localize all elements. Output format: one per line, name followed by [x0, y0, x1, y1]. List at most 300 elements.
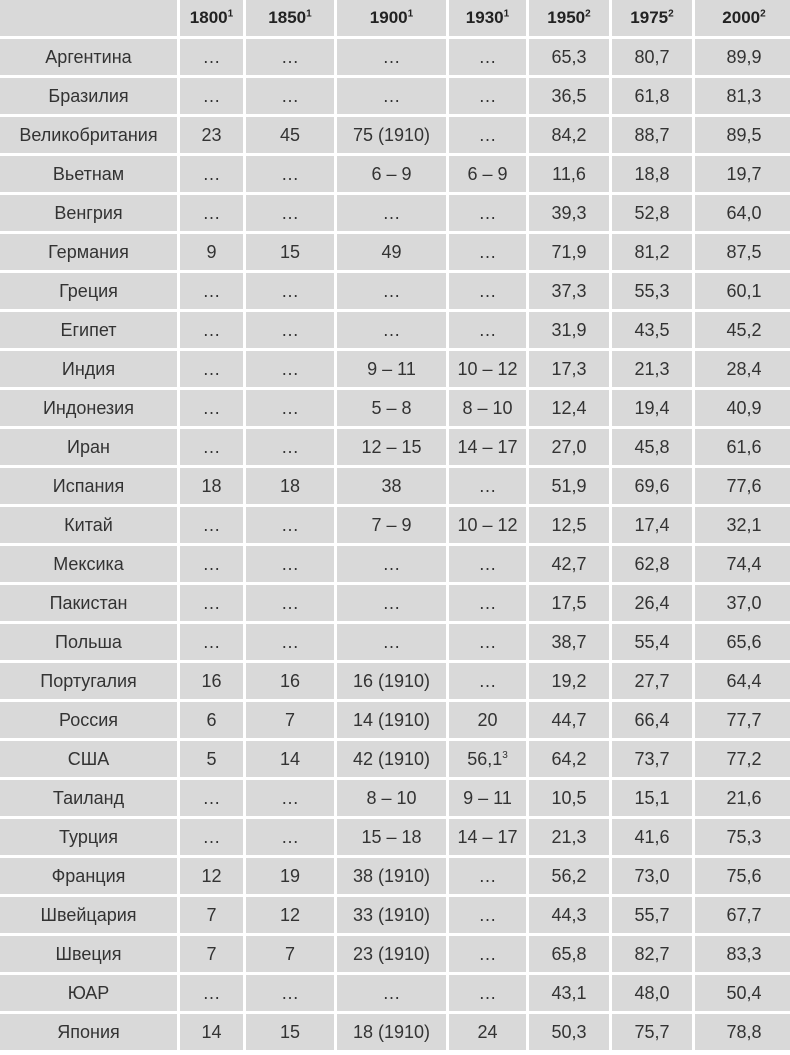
value-cell: [612, 624, 692, 660]
value-cell: [246, 390, 334, 426]
table-row: [0, 156, 790, 192]
value-cell: [695, 390, 790, 426]
value-cell: [337, 663, 446, 699]
cell-value: …: [478, 631, 497, 652]
value-cell: [449, 741, 526, 777]
value-cell: [612, 975, 692, 1011]
country-cell: Пакистан: [0, 585, 177, 621]
cell-value: …: [202, 163, 221, 184]
cell-value: 5: [206, 748, 217, 769]
cell-value: …: [202, 631, 221, 652]
cell-value: 18: [201, 475, 222, 496]
cell-value: 41,6: [634, 826, 670, 847]
value-cell: [337, 975, 446, 1011]
value-cell: [449, 312, 526, 348]
value-cell: [449, 585, 526, 621]
value-cell: [449, 468, 526, 504]
cell-value: 14: [279, 748, 301, 769]
cell-value: …: [382, 592, 401, 613]
cell-value: 6 – 9: [371, 163, 412, 184]
cell-value: 32,1: [726, 514, 762, 535]
country-cell: Иран: [0, 429, 177, 465]
cell-value: 36,5: [551, 85, 587, 106]
value-cell: [337, 1014, 446, 1050]
cell-value: …: [202, 436, 221, 457]
cell-value: …: [202, 85, 221, 106]
cell-value: 42,7: [551, 553, 587, 574]
value-cell: [337, 624, 446, 660]
value-cell: [246, 351, 334, 387]
value-cell: [449, 858, 526, 894]
value-cell: [695, 819, 790, 855]
cell-value: 81,3: [726, 85, 762, 106]
cell-value: …: [382, 280, 401, 301]
cell-value: …: [281, 631, 299, 652]
country-cell: ЮАР: [0, 975, 177, 1011]
cell-value: …: [478, 943, 497, 964]
cell-value: 80,7: [634, 46, 670, 67]
country-cell: Польша: [0, 624, 177, 660]
cell-value: 49: [381, 241, 402, 262]
value-cell: [695, 78, 790, 114]
cell-value: …: [281, 436, 299, 457]
cell-value: …: [281, 553, 299, 574]
value-cell: [449, 819, 526, 855]
value-cell: [337, 429, 446, 465]
cell-value: …: [478, 202, 497, 223]
cell-value: 77,6: [726, 475, 762, 496]
value-cell: [529, 975, 609, 1011]
value-cell: [337, 819, 446, 855]
cell-value: 12,5: [551, 514, 587, 535]
value-cell: [246, 273, 334, 309]
table-row: [0, 702, 790, 738]
value-cell: [337, 273, 446, 309]
value-cell: [612, 156, 692, 192]
value-cell: [246, 624, 334, 660]
value-cell: [612, 741, 692, 777]
value-cell: [612, 936, 692, 972]
value-cell: [695, 585, 790, 621]
value-cell: [180, 975, 243, 1011]
value-cell: [695, 1014, 790, 1050]
value-cell: [246, 39, 334, 75]
cell-value: 33 (1910): [352, 904, 431, 925]
cell-value: …: [202, 826, 221, 847]
cell-value: …: [281, 592, 299, 613]
cell-value: 75 (1910): [352, 124, 431, 145]
country-cell: Бразилия: [0, 78, 177, 114]
value-cell: [695, 663, 790, 699]
column-header: [180, 0, 243, 36]
value-cell: [246, 585, 334, 621]
cell-value: …: [382, 85, 401, 106]
value-cell: [449, 975, 526, 1011]
cell-value: …: [202, 514, 221, 535]
value-cell: [529, 351, 609, 387]
value-cell: [695, 975, 790, 1011]
value-cell: [180, 351, 243, 387]
country-cell: Мексика: [0, 546, 177, 582]
cell-value: …: [478, 280, 497, 301]
cell-value: 18,8: [634, 163, 670, 184]
value-cell: [449, 507, 526, 543]
table-row: [0, 117, 790, 153]
cell-value: 45: [279, 124, 301, 145]
column-header: [695, 0, 790, 36]
country-cell: Таиланд: [0, 780, 177, 816]
cell-value: 87,5: [726, 241, 762, 262]
cell-value: 77,2: [726, 748, 762, 769]
cell-value: 89,9: [726, 46, 762, 67]
cell-value: 12: [279, 904, 301, 925]
value-cell: [337, 117, 446, 153]
value-cell: [529, 1014, 609, 1050]
column-year: 1975: [630, 8, 669, 27]
cell-value: 15: [279, 1021, 301, 1042]
country-cell: Великобритания: [0, 117, 177, 153]
cell-value: 8 – 10: [462, 397, 513, 418]
value-cell: [695, 507, 790, 543]
cell-value: 84,2: [551, 124, 587, 145]
cell-value: 61,6: [726, 436, 762, 457]
cell-value: 65,8: [551, 943, 587, 964]
value-cell: [337, 780, 446, 816]
cell-value: …: [281, 280, 299, 301]
table-row: [0, 546, 790, 582]
value-cell: [612, 351, 692, 387]
cell-value: …: [202, 787, 221, 808]
column-year: 1900: [369, 8, 408, 27]
value-cell: [449, 429, 526, 465]
value-cell: [337, 702, 446, 738]
cell-value: 56,2: [551, 865, 587, 886]
table-row: [0, 741, 790, 777]
cell-value: 83,3: [726, 943, 762, 964]
cell-value: 5 – 8: [371, 397, 412, 418]
table-row: [0, 663, 790, 699]
cell-value: …: [478, 982, 497, 1003]
country-cell: Испания: [0, 468, 177, 504]
value-cell: [180, 585, 243, 621]
value-cell: [529, 234, 609, 270]
cell-value: 7: [206, 943, 217, 964]
value-cell: [612, 702, 692, 738]
value-cell: [180, 780, 243, 816]
value-cell: [246, 741, 334, 777]
cell-value: 31,9: [551, 319, 587, 340]
cell-value: 19,2: [551, 670, 587, 691]
table-row: [0, 780, 790, 816]
cell-value: 17,5: [551, 592, 587, 613]
value-cell: [337, 858, 446, 894]
cell-value: 19,4: [634, 397, 670, 418]
value-cell: [449, 117, 526, 153]
value-cell: [529, 780, 609, 816]
value-cell: [612, 819, 692, 855]
cell-value: 9: [206, 241, 217, 262]
cell-value: 82,7: [634, 943, 670, 964]
cell-value: 10,5: [551, 787, 587, 808]
value-cell: [337, 585, 446, 621]
cell-value: 62,8: [634, 553, 670, 574]
value-cell: [612, 468, 692, 504]
value-cell: [449, 273, 526, 309]
table-row: [0, 312, 790, 348]
cell-value: 21,3: [634, 358, 670, 379]
cell-value: 11,6: [552, 163, 586, 184]
cell-value: …: [478, 319, 497, 340]
cell-value: 8 – 10: [366, 787, 417, 808]
value-cell: [612, 39, 692, 75]
cell-value: 71,9: [551, 241, 587, 262]
country-cell: Венгрия: [0, 195, 177, 231]
cell-value: 9 – 11: [367, 358, 416, 379]
cell-value: …: [202, 982, 221, 1003]
cell-value: …: [478, 475, 497, 496]
value-cell: [246, 819, 334, 855]
cell-value: …: [382, 553, 401, 574]
table-row: [0, 624, 790, 660]
value-cell: [529, 273, 609, 309]
footnote-marker: 1: [227, 8, 234, 20]
cell-value: 66,4: [634, 709, 670, 730]
table-row: [0, 273, 790, 309]
value-cell: [529, 39, 609, 75]
cell-value: 64,2: [551, 748, 587, 769]
cell-value: 14 (1910): [352, 709, 431, 730]
value-cell: [612, 858, 692, 894]
cell-value: 74,4: [726, 553, 762, 574]
table-row: [0, 429, 790, 465]
cell-value: 7: [284, 943, 295, 964]
value-cell: [337, 468, 446, 504]
value-cell: [246, 702, 334, 738]
cell-value: 45,2: [726, 319, 762, 340]
table-row: [0, 507, 790, 543]
value-cell: [246, 117, 334, 153]
country-cell: Индия: [0, 351, 177, 387]
value-cell: [612, 585, 692, 621]
cell-value: 43,1: [551, 982, 587, 1003]
cell-value: …: [478, 46, 497, 67]
footnote-marker: 1: [306, 8, 312, 20]
value-cell: [337, 390, 446, 426]
value-cell: [612, 780, 692, 816]
cell-value: 20: [477, 709, 498, 730]
value-cell: [695, 312, 790, 348]
column-header: [449, 0, 526, 36]
value-cell: [695, 117, 790, 153]
cell-value: …: [478, 592, 497, 613]
cell-value: …: [478, 865, 497, 886]
cell-value: 52,8: [634, 202, 670, 223]
cell-value: 38: [381, 475, 402, 496]
cell-value: 7: [206, 904, 217, 925]
value-cell: [529, 663, 609, 699]
value-cell: [246, 468, 334, 504]
value-cell: [337, 507, 446, 543]
value-cell: [612, 429, 692, 465]
value-cell: [449, 195, 526, 231]
column-year: 1800: [189, 8, 228, 27]
country-cell: Индонезия: [0, 390, 177, 426]
value-cell: [180, 624, 243, 660]
cell-value: 67,7: [726, 904, 762, 925]
value-cell: [529, 312, 609, 348]
value-cell: [180, 117, 243, 153]
value-cell: [246, 897, 334, 933]
cell-value: 64,0: [726, 202, 762, 223]
cell-value: 44,7: [551, 709, 587, 730]
value-cell: [246, 858, 334, 894]
value-cell: [529, 702, 609, 738]
value-cell: [449, 897, 526, 933]
value-cell: [612, 1014, 692, 1050]
value-cell: [337, 195, 446, 231]
table-row: [0, 936, 790, 972]
value-cell: [695, 936, 790, 972]
value-cell: [695, 702, 790, 738]
value-cell: [337, 741, 446, 777]
cell-value: 38 (1910): [352, 865, 431, 886]
value-cell: [180, 858, 243, 894]
value-cell: [449, 702, 526, 738]
value-cell: [246, 429, 334, 465]
value-cell: [246, 156, 334, 192]
country-cell: Швейцария: [0, 897, 177, 933]
country-cell: Германия: [0, 234, 177, 270]
cell-value: 69,6: [634, 475, 670, 496]
cell-value: …: [281, 202, 299, 223]
value-cell: [449, 390, 526, 426]
country-cell: Турция: [0, 819, 177, 855]
country-cell: США: [0, 741, 177, 777]
value-cell: [337, 897, 446, 933]
value-cell: [246, 546, 334, 582]
value-cell: [612, 117, 692, 153]
value-cell: [529, 429, 609, 465]
value-cell: [180, 156, 243, 192]
cell-value: 89,5: [726, 124, 762, 145]
cell-value: …: [281, 514, 299, 535]
cell-value: 16 (1910): [352, 670, 431, 691]
table-row: [0, 819, 790, 855]
table-row: [0, 858, 790, 894]
corner-cell: [0, 0, 177, 36]
value-cell: [612, 663, 692, 699]
value-cell: [529, 117, 609, 153]
value-cell: [612, 546, 692, 582]
cell-value: 14: [201, 1021, 222, 1042]
cell-value: …: [281, 787, 299, 808]
cell-value: 12: [201, 865, 222, 886]
value-cell: [529, 936, 609, 972]
value-cell: [180, 78, 243, 114]
cell-value: …: [478, 670, 497, 691]
value-cell: [246, 663, 334, 699]
cell-value: 78,8: [726, 1021, 762, 1042]
value-cell: [246, 975, 334, 1011]
cell-value: …: [202, 46, 221, 67]
cell-value: 18 (1910): [352, 1021, 431, 1042]
cell-value: 15,1: [634, 787, 670, 808]
value-cell: [337, 312, 446, 348]
table-row: [0, 39, 790, 75]
value-cell: [180, 663, 243, 699]
column-header: [246, 0, 334, 36]
cell-value: 17,3: [551, 358, 587, 379]
value-cell: [529, 858, 609, 894]
value-cell: [529, 897, 609, 933]
value-cell: [529, 390, 609, 426]
value-cell: [180, 468, 243, 504]
value-cell: [695, 195, 790, 231]
table-body: [0, 39, 790, 1050]
value-cell: [180, 507, 243, 543]
cell-value: 73,0: [634, 865, 670, 886]
value-cell: [529, 195, 609, 231]
cell-value: 55,4: [634, 631, 670, 652]
value-cell: [529, 819, 609, 855]
cell-value: 75,6: [726, 865, 762, 886]
cell-value: …: [281, 397, 299, 418]
footnote-marker: 3: [502, 749, 508, 761]
value-cell: [695, 156, 790, 192]
value-cell: [612, 312, 692, 348]
cell-value: 65,6: [726, 631, 762, 652]
cell-value: 14 – 17: [457, 436, 518, 457]
cell-value: …: [281, 358, 299, 379]
cell-value: 37,0: [726, 592, 762, 613]
value-cell: [449, 234, 526, 270]
country-cell: Вьетнам: [0, 156, 177, 192]
cell-value: 42 (1910): [352, 748, 431, 769]
country-cell: Китай: [0, 507, 177, 543]
cell-value: 6 – 9: [467, 163, 508, 184]
footnote-marker: 2: [585, 8, 591, 20]
value-cell: [180, 195, 243, 231]
cell-value: 64,4: [726, 670, 762, 691]
value-cell: [529, 468, 609, 504]
cell-value: …: [202, 319, 221, 340]
value-cell: [180, 819, 243, 855]
cell-value: 24: [477, 1021, 498, 1042]
column-header: [612, 0, 692, 36]
table-row: [0, 390, 790, 426]
cell-value: 19: [279, 865, 301, 886]
value-cell: [529, 507, 609, 543]
cell-value: …: [202, 280, 221, 301]
cell-value: 51,9: [551, 475, 587, 496]
cell-value: …: [478, 124, 497, 145]
value-cell: [246, 780, 334, 816]
value-cell: [180, 273, 243, 309]
cell-value: …: [382, 982, 401, 1003]
value-cell: [695, 39, 790, 75]
country-cell: Швеция: [0, 936, 177, 972]
value-cell: [529, 156, 609, 192]
cell-value: 73,7: [634, 748, 670, 769]
cell-value: 26,4: [634, 592, 670, 613]
value-cell: [695, 546, 790, 582]
cell-value: 61,8: [634, 85, 670, 106]
value-cell: [449, 624, 526, 660]
cell-value: 39,3: [551, 202, 587, 223]
table-row: [0, 468, 790, 504]
cell-value: …: [382, 319, 401, 340]
cell-value: 50,4: [726, 982, 762, 1003]
